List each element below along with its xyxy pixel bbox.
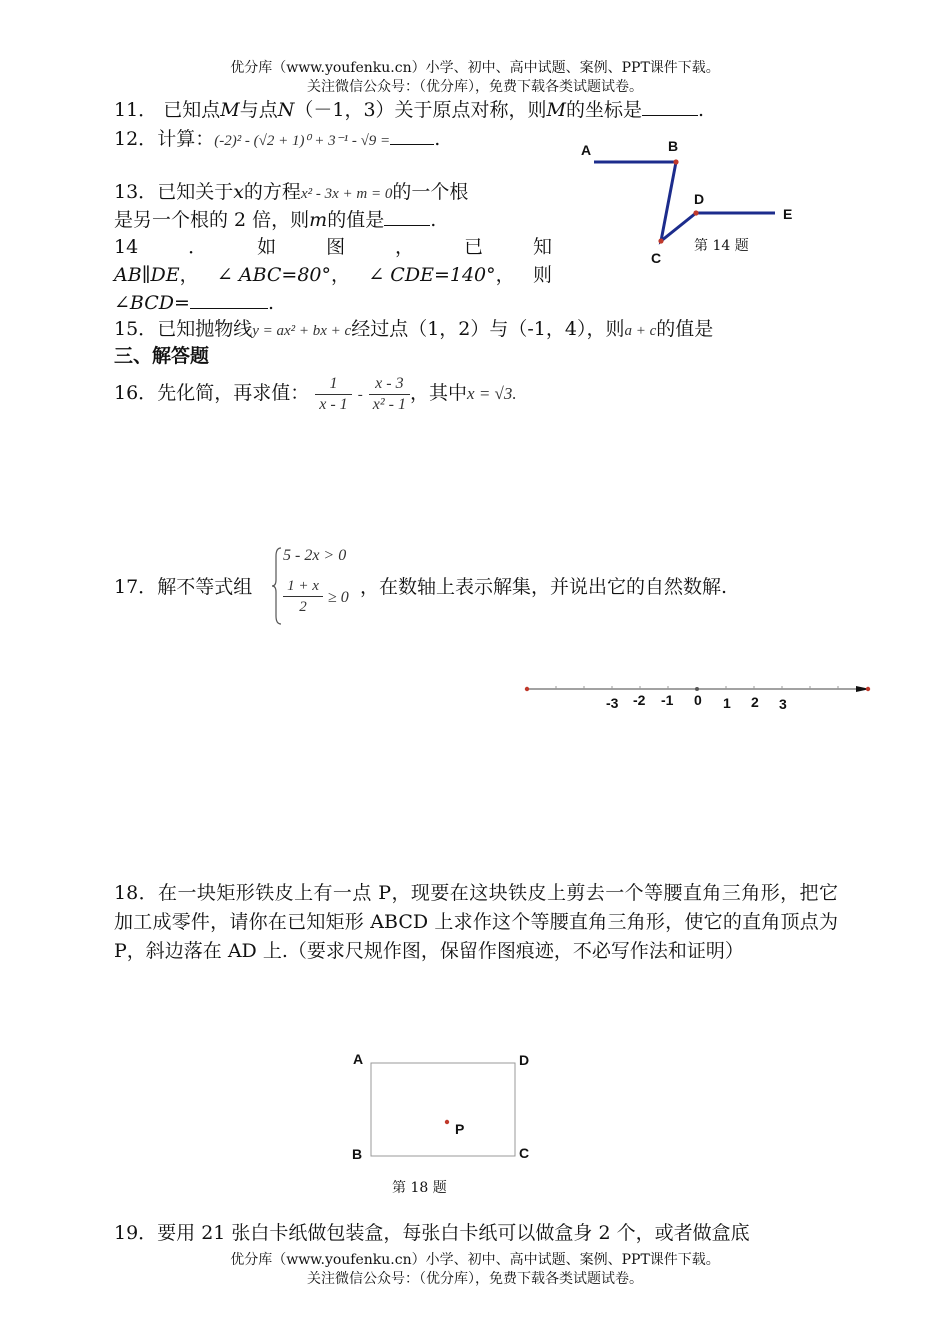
inequality-2-fraction: $\frac{1 + x}{2}$	[281, 576, 325, 617]
answer-blank	[384, 207, 430, 226]
section-3-heading: 三、解答题	[114, 345, 210, 367]
tick-label: 0	[694, 692, 702, 708]
figure-14-polyline	[594, 162, 775, 241]
header-line-2: 关注微信公众号：（优分库），免费下载各类试题试卷。	[307, 79, 643, 95]
question-16: 16．先化简，再求值： $\frac{1}{x - 1}$ - $\frac{x - 3}{\text{x² - 1}}$ ，其中x = √3.	[114, 374, 517, 413]
question-17-text: ，在数轴上表示解集，并说出它的自然数解.	[360, 576, 728, 598]
header-line-1: 优分库（www.youfenku.cn）小学、初中、高中试题、案例、PPT课件下载。	[230, 60, 720, 76]
label-a: A	[581, 142, 592, 158]
question-15: 15．已知抛物线y = ax² + bx + c经过点（1，2）与（-1，4），则a + c的值是	[114, 318, 714, 340]
point-c	[658, 238, 663, 243]
number-line-right-point	[866, 687, 870, 691]
tick-label: -3	[606, 695, 619, 711]
point-b	[673, 159, 678, 164]
label-d: D	[519, 1052, 530, 1068]
label-c: C	[651, 250, 662, 266]
fraction-2: $\frac{x - 3}{\text{x² - 1}}$	[369, 374, 410, 415]
q11-number: 11．	[114, 99, 158, 121]
rectangle-abcd	[371, 1063, 515, 1156]
question-14-line-1: 14 ． 如 图 ， 已 知	[114, 236, 552, 258]
answer-blank	[190, 290, 268, 309]
figure-14	[570, 135, 810, 270]
question-14-line-3: ∠BCD= .	[114, 292, 274, 314]
label-e: E	[783, 206, 793, 222]
label-a: A	[353, 1051, 364, 1067]
q12-expression: (-2)² - (√2 + 1)⁰ + 3⁻¹ - √9 =	[214, 133, 391, 149]
origin-point	[695, 687, 699, 691]
footer-line-2: 关注微信公众号：（优分库），免费下载各类试题试卷。	[307, 1271, 643, 1287]
figure-18-caption: 第 18 题	[392, 1180, 447, 1196]
question-18: 18．在一块矩形铁皮上有一点 P，现要在这块铁皮上剪去一个等腰直角三角形，把它加工成零件，请你在已知矩形 ABCD 上求作这个等腰直角三角形，使它的直角顶点为 P，斜边落在 AD 上.（要求尺规作图，保留作图痕迹，不必写作法和证明）	[114, 882, 838, 962]
question-19: 19．要用 21 张白卡纸做包装盒，每张白卡纸可以做盒身 2 个，或者做盒底	[114, 1222, 750, 1244]
question-13-line-1: 13．已知关于x的方程x² - 3x + m = 0的一个根	[114, 181, 469, 203]
tick-label: 3	[779, 696, 787, 712]
inequality-1: 5 - 2x > 0	[283, 547, 347, 564]
question-17-prefix: 17．解不等式组	[114, 576, 253, 598]
q13-equation: x² - 3x + m = 0	[300, 186, 393, 202]
tick-label: -2	[633, 692, 646, 708]
label-b: B	[352, 1146, 363, 1162]
answer-blank	[390, 126, 434, 145]
point-d	[693, 210, 698, 215]
fraction-1: $\frac{1}{x - 1}$	[315, 374, 351, 415]
label-c: C	[519, 1145, 530, 1161]
figure-14-caption: 第 14 题	[694, 238, 749, 254]
figure-18	[360, 1055, 530, 1165]
number-line-left-point	[525, 687, 529, 691]
footer-line-1: 优分库（www.youfenku.cn）小学、初中、高中试题、案例、PPT课件下载。	[230, 1252, 720, 1268]
question-13-line-2: 是另一个根的 2 倍，则m的值是 .	[114, 209, 437, 231]
inequality-2-right: ≥ 0	[328, 589, 349, 606]
label-d: D	[694, 191, 705, 207]
answer-blank	[642, 97, 698, 116]
tick-label: 2	[751, 694, 759, 710]
label-b: B	[668, 138, 679, 154]
tick-label: 1	[723, 695, 731, 711]
point-p	[445, 1120, 449, 1124]
question-12: 12．计算：(-2)² - (√2 + 1)⁰ + 3⁻¹ - √9 = .	[114, 128, 441, 150]
q15-equation: y = ax² + bx + c	[252, 323, 352, 339]
tick-label: -1	[661, 692, 674, 708]
label-p: P	[455, 1121, 465, 1137]
question-11: 11． 已知点M与点N（－1，3）关于原点对称，则M的坐标是 .	[114, 99, 705, 121]
question-14-line-2: AB∥DE， ∠ ABC=80°， ∠ CDE=140°， 则	[114, 264, 552, 286]
